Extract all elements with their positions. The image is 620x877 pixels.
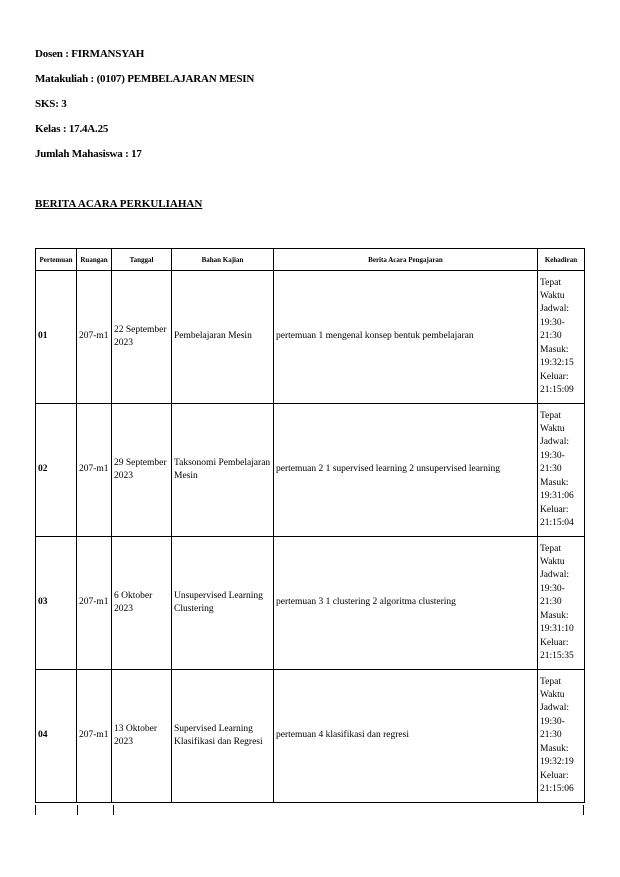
cell-kehadiran: Tepat Waktu Jadwal: 19:30-21:30 Masuk: 19:31:10 Keluar: 21:15:35 (538, 537, 585, 670)
cell-ruangan: 207-m1 (77, 404, 112, 537)
header-berita-acara: Berita Acara Pengajaran (274, 249, 538, 271)
cell-berita-acara: pertemuan 3 1 clustering 2 algoritma clustering (274, 537, 538, 670)
info-matakuliah: Matakuliah : (0107) PEMBELAJARAN MESIN (35, 73, 255, 85)
cell-ruangan: 207-m1 (77, 670, 112, 803)
cell-bahan-kajian: Supervised Learning Klasifikasi dan Regresi (172, 670, 274, 803)
table-row (36, 537, 585, 670)
berita-acara-table (35, 248, 585, 803)
info-kelas: Kelas : 17.4A.25 (35, 123, 109, 135)
cell-tanggal: 29 September 2023 (112, 404, 172, 537)
header-kehadiran: Kehadiran (538, 249, 585, 271)
header-tanggal: Tanggal (112, 249, 172, 271)
cell-kehadiran: Tepat Waktu Jadwal: 19:30-21:30 Masuk: 19:32:19 Keluar: 21:15:06 (538, 670, 585, 803)
cell-pertemuan: 02 (36, 404, 77, 537)
cell-tanggal: 13 Oktober 2023 (112, 670, 172, 803)
info-dosen: Dosen : FIRMANSYAH (35, 48, 145, 60)
cell-berita-acara: pertemuan 2 1 supervised learning 2 unsupervised learning (274, 404, 538, 537)
cell-pertemuan: 04 (36, 670, 77, 803)
cell-bahan-kajian: Unsupervised Learning Clustering (172, 537, 274, 670)
cell-bahan-kajian: Taksonomi Pembelajaran Mesin (172, 404, 274, 537)
table-row (36, 404, 585, 537)
section-title: BERITA ACARA PERKULIAHAN (35, 198, 203, 210)
header-bahan-kajian: Bahan Kajian (172, 249, 274, 271)
cell-ruangan: 207-m1 (77, 537, 112, 670)
info-sks: SKS: 3 (35, 98, 67, 110)
cell-pertemuan: 03 (36, 537, 77, 670)
table-header-row (36, 249, 585, 271)
table-row (36, 271, 585, 404)
cell-kehadiran: Tepat Waktu Jadwal: 19:30-21:30 Masuk: 19:32:15 Keluar: 21:15:09 (538, 271, 585, 404)
cell-tanggal: 6 Oktober 2023 (112, 537, 172, 670)
cell-berita-acara: pertemuan 1 mengenal konsep bentuk pembelajaran (274, 271, 538, 404)
cell-kehadiran: Tepat Waktu Jadwal: 19:30-21:30 Masuk: 19:31:06 Keluar: 21:15:04 (538, 404, 585, 537)
cell-bahan-kajian: Pembelajaran Mesin (172, 271, 274, 404)
cell-berita-acara: pertemuan 4 klasifikasi dan regresi (274, 670, 538, 803)
cell-pertemuan: 01 (36, 271, 77, 404)
header-pertemuan: Pertemuan (36, 249, 77, 271)
table-row (36, 670, 585, 803)
info-jumlah-mahasiswa: Jumlah Mahasiswa : 17 (35, 148, 142, 160)
table-continuation (35, 805, 584, 815)
cell-tanggal: 22 September 2023 (112, 271, 172, 404)
cell-ruangan: 207-m1 (77, 271, 112, 404)
header-ruangan: Ruangan (77, 249, 112, 271)
